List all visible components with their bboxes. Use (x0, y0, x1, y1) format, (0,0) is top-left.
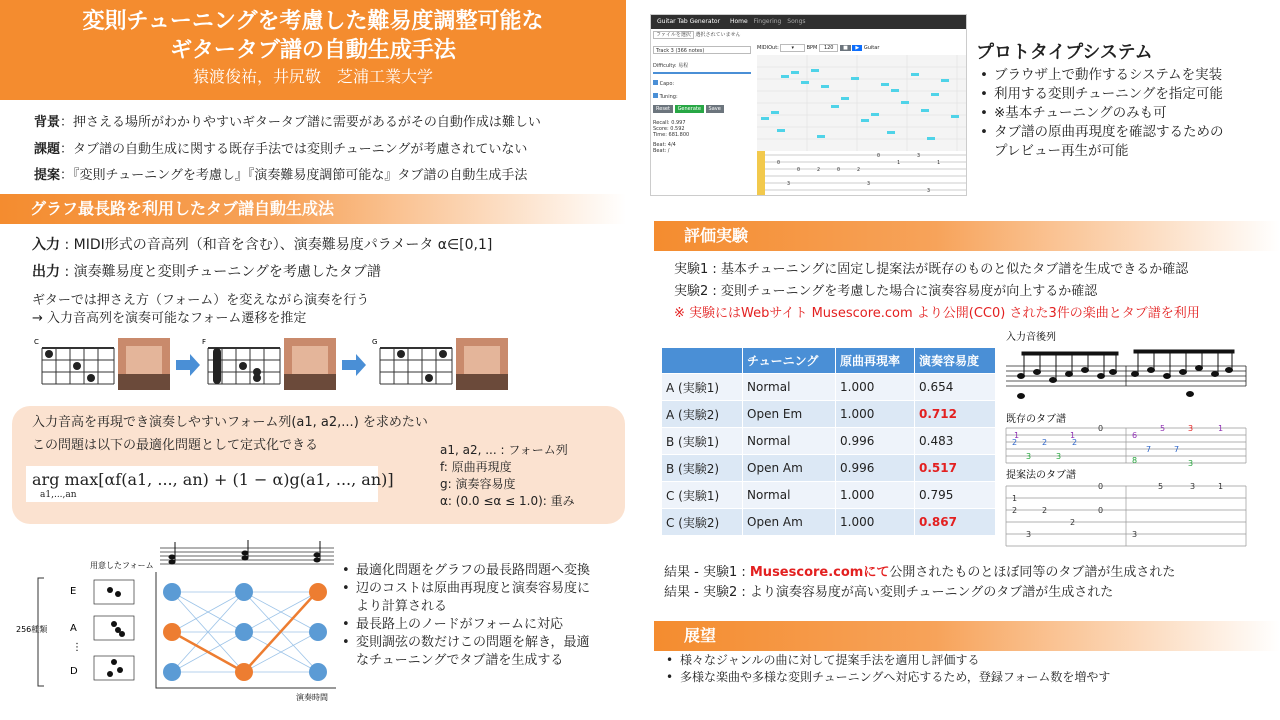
proposed-tab-number: 3 (1026, 530, 1032, 539)
svg-text:3: 3 (917, 153, 921, 159)
chord-label-f: F (202, 338, 207, 346)
app-title: Guitar Tab Generator (657, 18, 721, 25)
legend-item: g: 演奏容易度 (440, 477, 516, 491)
table-header: 原曲再現率 (836, 348, 914, 373)
table-header (662, 348, 742, 373)
difficulty-slider[interactable] (653, 72, 751, 74)
graph-path-figure (14, 538, 336, 702)
tuning-row (653, 93, 751, 100)
reset-button[interactable]: Reset (653, 105, 673, 113)
track-select[interactable]: Track 3 (366 notes) (653, 46, 751, 54)
time-axis-label: 演奏時間 (296, 693, 328, 702)
title-line-1: 変則チューニングを考慮した難易度調整可能な (82, 9, 544, 34)
existing-tab-number: 3 (1026, 452, 1032, 461)
output-line (32, 263, 381, 281)
input-line (32, 236, 492, 254)
table-cell-highlight: 0.712 (915, 401, 995, 427)
proposed-tab-number: 5 (1158, 482, 1164, 491)
table-cell: Open Am (743, 455, 835, 481)
table-cell: Normal (743, 374, 835, 400)
poster-title-box (0, 0, 626, 100)
results-table (661, 347, 996, 536)
svg-text:3: 3 (787, 181, 791, 187)
proposed-tab-number: 1 (1012, 494, 1018, 503)
table-cell: 0.483 (915, 428, 995, 454)
table-cell: A (実験1) (662, 374, 742, 400)
table-row (662, 482, 995, 508)
piano-roll (757, 55, 967, 151)
stat-score: Score: 0.592 (653, 126, 685, 132)
svg-text:1: 1 (937, 160, 941, 166)
svg-text:0: 0 (877, 153, 881, 159)
section-outlook-heading: 展望 (654, 621, 1280, 651)
file-status: 選択されていません (695, 32, 741, 38)
table-row (662, 455, 995, 481)
svg-text:⋮: ⋮ (72, 642, 82, 653)
table-cell: 1.000 (836, 482, 914, 508)
existing-tab-number: 3 (1188, 424, 1194, 433)
table-header: 演奏容易度 (915, 348, 995, 373)
existing-tab-number: 3 (1056, 452, 1062, 461)
formula-main: arg max[αf(a1, ..., an) + (1 − α)g(a1, ..., an)] (32, 470, 394, 489)
table-header-row (662, 348, 995, 373)
existing-tab-number: 2 (1012, 438, 1018, 447)
proposed-tab-number: 2 (1070, 518, 1076, 527)
table-cell: B (実験2) (662, 455, 742, 481)
difficulty-label: Difficulty: 易程 (653, 63, 689, 69)
existing-tab-number: 0 (1098, 424, 1104, 433)
bullet-item: • ※基本チューニングのみも可 (978, 104, 1278, 123)
nav-fingering[interactable]: Fingering (753, 18, 782, 25)
bpm-input[interactable]: 120 (819, 44, 839, 52)
stat-time: Time: 681.800 (653, 132, 690, 138)
row-label-d: D (70, 666, 78, 677)
existing-tab-number: 1 (1218, 424, 1224, 433)
svg-text:0: 0 (797, 167, 801, 173)
stats (653, 120, 751, 154)
form-line-2: → 入力音高列を演奏可能なフォーム遷移を推定 (32, 311, 307, 326)
proposed-tab-number: 3 (1190, 482, 1196, 491)
arrow-icon (342, 354, 366, 376)
table-cell: 0.795 (915, 482, 995, 508)
existing-tab-number: 3 (1188, 459, 1194, 468)
existing-tab-number: 7 (1174, 445, 1180, 454)
table-cell: 0.996 (836, 455, 914, 481)
existing-tab-number: 1 (1014, 431, 1020, 440)
generate-button[interactable]: Generate (675, 105, 704, 113)
existing-tab-number: 7 (1146, 445, 1152, 454)
table-cell: Normal (743, 482, 835, 508)
legend-item: f: 原曲再現度 (440, 460, 512, 474)
table-cell-highlight: 0.867 (915, 509, 995, 535)
action-buttons (653, 106, 751, 112)
bullet-item: • 様々なジャンルの曲に対して提案手法を適用し評価する (664, 652, 1110, 669)
background-label: 背景 (34, 115, 61, 130)
app-navbar (651, 15, 966, 29)
bullet-continuation-text: プレビュー再生が可能 (994, 143, 1129, 159)
row-label-a: A (70, 623, 77, 634)
save-button[interactable]: Save (706, 105, 724, 113)
table-cell: Open Am (743, 509, 835, 535)
row-label-e: E (70, 586, 77, 597)
table-row (662, 401, 995, 427)
existing-tab-number: 6 (1132, 431, 1138, 440)
bullet-continuation (978, 142, 1278, 161)
file-select[interactable] (653, 31, 751, 38)
tuning-label: Tuning: (659, 94, 678, 100)
bullet-continuation-text: なチューニングでタブ譜を生成する (356, 653, 564, 668)
proposed-tab-number: 1 (1218, 482, 1224, 491)
app-screenshot (650, 14, 967, 196)
authors: 猿渡俊祐，井尻敬 芝浦工業大学 (192, 67, 433, 86)
stat-beat: Beat: 4/4 (653, 142, 676, 148)
bullet-item: • ブラウザ上で動作するシステムを実装 (978, 66, 1278, 85)
bullet-item: • 多様な楽曲や多様な変則チューニングへ対応するため，登録フォーム数を増やす (664, 669, 1110, 686)
proposed-tab-number: 0 (1098, 482, 1104, 491)
chord-transition-figure (30, 334, 530, 396)
prototype-bullets (978, 66, 1278, 161)
svg-text:2: 2 (817, 167, 821, 173)
proposed-tab-number: 2 (1042, 506, 1048, 515)
proposed-tab-number: 3 (1132, 530, 1138, 539)
chord-label-g: G (372, 338, 378, 346)
table-cell: 0.996 (836, 428, 914, 454)
background-line (34, 114, 541, 132)
stat-recall: Recall: 0.997 (653, 120, 686, 126)
stop-button[interactable]: ■ (840, 45, 851, 51)
bullet-item: • タブ譜の原曲再現度を確認するための (978, 123, 1278, 142)
title-line-2: ギタータブ譜の自動生成手法 (170, 38, 456, 63)
result-2: 結果 - 実験2 : より演奏容易度が高い変則チューニングのタブ譜が生成された (664, 585, 1114, 600)
arrow-icon (176, 354, 200, 376)
prepared-forms-label: 用意したフォーム (90, 561, 154, 570)
svg-text:1: 1 (897, 160, 901, 166)
prototype-heading: プロトタイプシステム (976, 42, 1153, 63)
proposal-text: ：『変則チューニングを考慮し』『演奏難易度調節可能な』タブ譜の自動生成手法 (60, 168, 528, 183)
nav-songs[interactable]: Songs (787, 18, 806, 25)
existing-tab-number: 8 (1132, 456, 1138, 465)
existing-tab-number: 2 (1042, 438, 1048, 447)
form-line-1: ギターでは押さえ方（フォーム）を変えながら演奏を行う (32, 293, 370, 308)
result-1-highlight: Musescore.comにて (749, 565, 890, 580)
exp2-text: 実験2 : 変則チューニングを考慮した場合に演奏容易度が向上するか確認 (674, 284, 1098, 299)
optimization-line-1: 入力音高を再現でき演奏しやすいフォーム列(a1, a2,...) を求めたい (32, 415, 428, 430)
score-comparison-figure (1002, 330, 1248, 554)
exp1-text: 実験1 : 基本チューニングに固定し提案法が既存のものと似たタブ譜を生成できるか確認 (674, 262, 1189, 277)
input-label: 入力 (32, 237, 60, 253)
formula-subscript: a1,...,an (40, 490, 77, 500)
svg-text:3: 3 (867, 181, 871, 187)
svg-text:2: 2 (857, 167, 861, 173)
midi-out-select[interactable]: ▾ (780, 44, 805, 52)
output-label: 出力 (32, 264, 60, 280)
legend-item: a1, a2, ... : フォーム列 (440, 443, 568, 457)
bullet-continuation-text: より計算される (356, 599, 448, 614)
section-eval-heading: 評価実験 (654, 221, 1280, 251)
proposal-line (34, 167, 527, 185)
table-cell: A (実験2) (662, 401, 742, 427)
app-sidebar (653, 31, 751, 154)
objective-formula (26, 466, 394, 502)
svg-text:3: 3 (927, 188, 931, 194)
svg-text:0: 0 (777, 160, 781, 166)
chord-label-c: C (34, 338, 39, 346)
bullet-item: • 辺のコストは原曲再現度と演奏容易度に (340, 580, 630, 598)
legend-item: α: (0.0 ≤α ≤ 1.0): 重み (440, 494, 575, 508)
bullet-continuation (340, 652, 630, 670)
play-button[interactable]: ▶ (852, 45, 862, 51)
issue-line (34, 141, 527, 159)
result-1-suffix: 公開されたものとほぼ同等のタブ譜が生成された (889, 565, 1176, 580)
app-tab-view (757, 151, 967, 196)
table-row (662, 374, 995, 400)
table-cell: Normal (743, 428, 835, 454)
table-header: チューニング (743, 348, 835, 373)
table-cell: 1.000 (836, 509, 914, 535)
table-cell: Open Em (743, 401, 835, 427)
proposed-tab-staff (1006, 486, 1246, 546)
file-button[interactable]: ファイルを選択 (653, 31, 694, 39)
outlook-bullets (664, 652, 1110, 686)
existing-tab-label: 既存のタブ譜 (1006, 414, 1066, 425)
capo-row (653, 80, 751, 87)
output-text: : 演奏難易度と変則チューニングを考慮したタブ譜 (60, 264, 381, 280)
proposal-label: 提案 (34, 168, 61, 183)
input-notes-label: 入力音後列 (1006, 332, 1056, 343)
nav-home[interactable]: Home (729, 18, 748, 25)
input-staff (1006, 366, 1246, 386)
stat-beat-2: Beat: / (653, 148, 670, 154)
bullet-item: • 最適化問題をグラフの最長路問題へ変換 (340, 562, 630, 580)
table-cell-highlight: 0.517 (915, 455, 995, 481)
bullet-item: • 最長路上のノードがフォームに対応 (340, 616, 630, 634)
svg-text:0: 0 (837, 167, 841, 173)
bpm-label: BPM (806, 45, 818, 51)
proposed-tab-number: 2 (1012, 506, 1018, 515)
issue-text: ：タブ譜の自動生成に関する既存手法では変則チューニングが考慮されていない (60, 142, 528, 157)
table-cell: 0.654 (915, 374, 995, 400)
input-text: : MIDI形式の音高列（和音を含む）、演奏難易度パラメータ α∈[0,1] (60, 237, 493, 253)
existing-tab-number: 5 (1160, 424, 1166, 433)
midi-out-label: MIDIOut: (757, 45, 779, 51)
existing-tab-number: 1 (1070, 431, 1076, 440)
table-cell: B (実験1) (662, 428, 742, 454)
table-row (662, 428, 995, 454)
existing-tab-number: 2 (1072, 438, 1078, 447)
section-graph-heading: グラフ最長路を利用したタブ譜自動生成法 (0, 194, 626, 224)
proposed-tab-number: 0 (1098, 506, 1104, 515)
formula-legend (440, 442, 575, 510)
proposed-tab-label: 提案法のタブ譜 (1006, 470, 1076, 481)
bullet-item: • 変則調弦の数だけこの問題を解き，最適 (340, 634, 630, 652)
bullet-continuation (340, 598, 630, 616)
capo-label: Capo: (659, 81, 675, 87)
issue-label: 課題 (34, 142, 61, 157)
dataset-note: ※ 実験にはWebサイト Musescore.com より公開(CC0) された3件の楽曲とタブ譜を利用 (674, 306, 1200, 321)
result-1 (664, 564, 1175, 582)
background-text: ：押さえる場所がわかりやすいギタータブ譜に需要があるがその自動作成は難しい (60, 115, 541, 130)
guitar-toggle[interactable]: Guitar (863, 45, 880, 51)
table-cell: 1.000 (836, 401, 914, 427)
result-1-prefix: 結果 - 実験1 : (664, 565, 750, 580)
forms-count-label: 256種類 (16, 625, 48, 634)
table-cell: 1.000 (836, 374, 914, 400)
optimization-line-2: この問題は以下の最適化問題として定式化できる (32, 438, 319, 453)
table-cell: C (実験1) (662, 482, 742, 508)
playback-bar (757, 45, 879, 51)
bullet-item: • 利用する変則チューニングを指定可能 (978, 85, 1278, 104)
graph-bullets (340, 562, 630, 670)
table-cell: C (実験2) (662, 509, 742, 535)
table-row (662, 509, 995, 535)
